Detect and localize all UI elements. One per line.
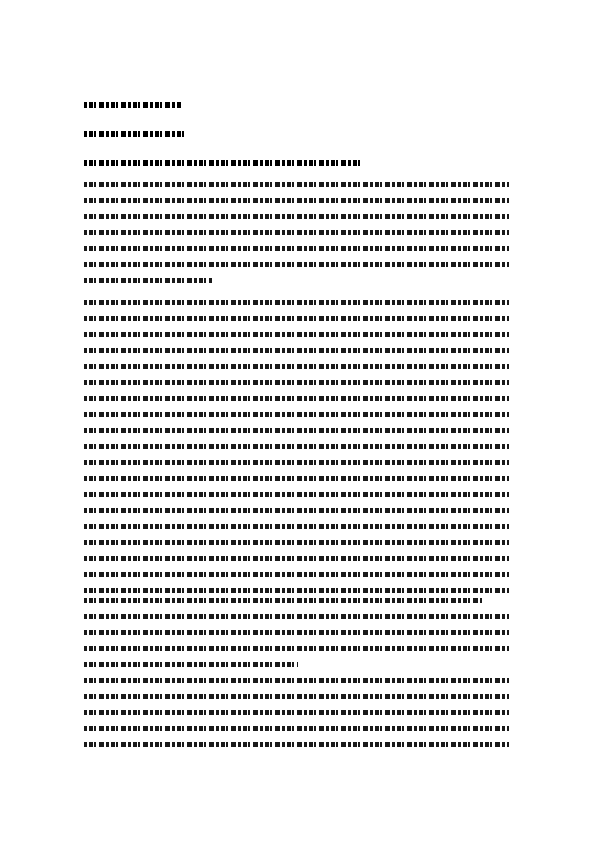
- text-line: [84, 428, 509, 433]
- text-line: [84, 230, 509, 235]
- text-line: [84, 332, 509, 337]
- text-line: [84, 742, 509, 747]
- text-line: [84, 198, 509, 203]
- text-line: [84, 246, 509, 251]
- text-line: [84, 710, 509, 715]
- text-line: [84, 508, 509, 513]
- text-line: [84, 396, 509, 401]
- text-line: [84, 278, 212, 283]
- text-line: [84, 444, 509, 449]
- text-line: [84, 572, 509, 577]
- heading-line: [84, 160, 362, 166]
- text-line: [84, 614, 509, 619]
- text-line: [84, 726, 509, 731]
- text-line: [84, 476, 509, 481]
- text-line: [84, 598, 482, 603]
- text-line: [84, 540, 509, 545]
- text-line: [84, 492, 509, 497]
- text-line: [84, 380, 509, 385]
- text-line: [84, 524, 509, 529]
- text-line: [84, 694, 509, 699]
- text-line: [84, 556, 509, 561]
- text-line: [84, 662, 298, 667]
- text-line: [84, 588, 509, 593]
- text-line: [84, 364, 509, 369]
- text-line: [84, 678, 509, 683]
- text-line: [84, 300, 509, 305]
- header-line: [84, 102, 182, 108]
- text-line: [84, 316, 509, 321]
- date-line: [84, 131, 187, 137]
- text-line: [84, 412, 509, 417]
- text-line: [84, 348, 509, 353]
- text-line: [84, 182, 509, 187]
- text-line: [84, 460, 509, 465]
- text-line: [84, 262, 509, 267]
- text-line: [84, 646, 509, 651]
- text-line: [84, 214, 509, 219]
- text-line: [84, 630, 509, 635]
